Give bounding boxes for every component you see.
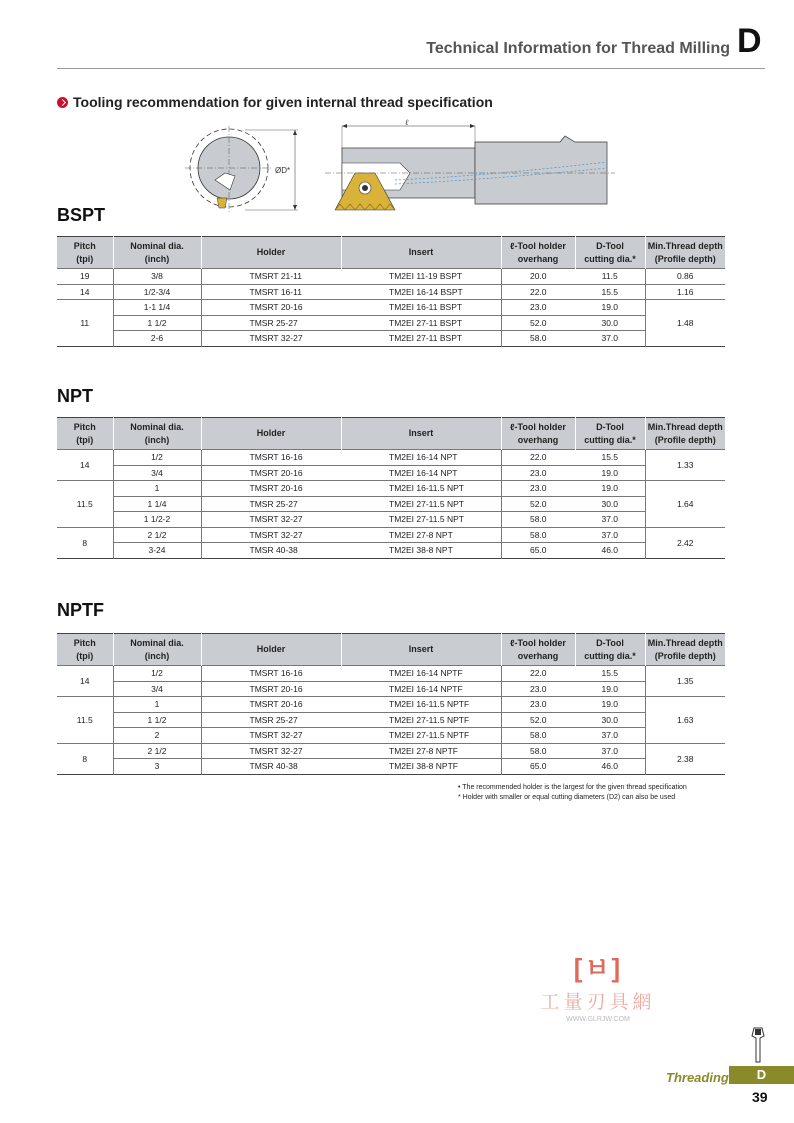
col-insert: Insert bbox=[341, 418, 501, 450]
cell-dtool: 46.0 bbox=[575, 543, 645, 559]
cell-depth: 1.63 bbox=[645, 697, 725, 744]
cell-holder: TMSRT 16-16 bbox=[201, 666, 341, 682]
table-row bbox=[57, 512, 725, 528]
cell-insert: TM2EI 11-19 BSPT bbox=[341, 269, 501, 285]
col-holder: Holder bbox=[201, 418, 341, 450]
cell-nominal: 3/8 bbox=[113, 269, 201, 285]
cell-overhang: 65.0 bbox=[501, 759, 575, 775]
cell-dtool: 30.0 bbox=[575, 315, 645, 331]
cell-nominal: 1 bbox=[113, 697, 201, 713]
cell-dtool: 30.0 bbox=[575, 496, 645, 512]
cell-nominal: 3/4 bbox=[113, 465, 201, 481]
table-row bbox=[57, 743, 725, 759]
cell-holder: TMSR 25-27 bbox=[201, 712, 341, 728]
watermark-url: WWW.GLRJW.COM bbox=[566, 1016, 630, 1023]
cell-overhang: 58.0 bbox=[501, 527, 575, 543]
cell-nominal: 1 1/2-2 bbox=[113, 512, 201, 528]
watermark-text: 工量刃具網 bbox=[540, 992, 656, 1013]
side-view-drawing bbox=[325, 118, 615, 210]
cell-dtool: 19.0 bbox=[575, 697, 645, 713]
cell-pitch: 14 bbox=[57, 666, 113, 697]
col-nominal: Nominal dia. (inch) bbox=[113, 237, 201, 269]
table-title-nptf: NPTF bbox=[57, 600, 104, 620]
col-pitch: Pitch (tpi) bbox=[57, 634, 113, 666]
col-pitch: Pitch (tpi) bbox=[57, 418, 113, 450]
footer-section-badge: D bbox=[729, 1066, 794, 1084]
cell-holder: TMSRT 20-16 bbox=[201, 481, 341, 497]
header-divider bbox=[57, 68, 765, 69]
col-dtool: D-Tool cutting dia.* bbox=[575, 237, 645, 269]
cell-dtool: 37.0 bbox=[575, 512, 645, 528]
cell-depth: 2.42 bbox=[645, 527, 725, 558]
cell-overhang: 52.0 bbox=[501, 712, 575, 728]
cell-overhang: 23.0 bbox=[501, 697, 575, 713]
cell-insert: TM2EI 27-11.5 NPTF bbox=[341, 728, 501, 744]
cell-holder: TMSRT 20-16 bbox=[201, 300, 341, 316]
cell-insert: TM2EI 16-14 BSPT bbox=[341, 284, 501, 300]
cell-overhang: 23.0 bbox=[501, 481, 575, 497]
cell-nominal: 3/4 bbox=[113, 681, 201, 697]
cell-holder: TMSRT 16-16 bbox=[201, 450, 341, 466]
cell-depth: 1.16 bbox=[645, 284, 725, 300]
col-depth: Min.Thread depth (Profile depth) bbox=[645, 634, 725, 666]
table-row bbox=[57, 712, 725, 728]
cell-overhang: 52.0 bbox=[501, 315, 575, 331]
table-row bbox=[57, 543, 725, 559]
cell-holder: TMSR 25-27 bbox=[201, 496, 341, 512]
tool-diagram bbox=[185, 118, 625, 218]
cell-insert: TM2EI 27-8 NPTF bbox=[341, 743, 501, 759]
col-dtool: D-Tool cutting dia.* bbox=[575, 418, 645, 450]
cell-dtool: 30.0 bbox=[575, 712, 645, 728]
cell-holder: TMSR 25-27 bbox=[201, 315, 341, 331]
cell-insert: TM2EI 27-11 BSPT bbox=[341, 315, 501, 331]
footnotes bbox=[458, 783, 687, 803]
section-heading bbox=[57, 94, 493, 110]
cell-nominal: 2 1/2 bbox=[113, 527, 201, 543]
cell-dtool: 19.0 bbox=[575, 681, 645, 697]
col-nominal: Nominal dia. (inch) bbox=[113, 418, 201, 450]
cell-depth: 2.38 bbox=[645, 743, 725, 774]
cell-dtool: 19.0 bbox=[575, 300, 645, 316]
cell-overhang: 58.0 bbox=[501, 728, 575, 744]
header-section-letter: D bbox=[737, 22, 762, 60]
table-row bbox=[57, 300, 725, 316]
end-view-drawing bbox=[185, 126, 298, 213]
cell-holder: TMSRT 32-27 bbox=[201, 512, 341, 528]
cell-nominal: 1/2 bbox=[113, 666, 201, 682]
cell-depth: 1.35 bbox=[645, 666, 725, 697]
cell-dtool: 15.5 bbox=[575, 450, 645, 466]
cell-insert: TM2EI 16-11.5 NPT bbox=[341, 481, 501, 497]
cell-dtool: 46.0 bbox=[575, 759, 645, 775]
cell-holder: TMSRT 16-11 bbox=[201, 284, 341, 300]
header-title: Technical Information for Thread Milling bbox=[426, 40, 730, 57]
cell-depth: 1.33 bbox=[645, 450, 725, 481]
cell-nominal: 2 1/2 bbox=[113, 743, 201, 759]
table-row bbox=[57, 681, 725, 697]
col-depth: Min.Thread depth (Profile depth) bbox=[645, 418, 725, 450]
col-insert: Insert bbox=[341, 634, 501, 666]
col-overhang: ℓ-Tool holder overhang bbox=[501, 237, 575, 269]
watermark-logo-icon: [ㅂ] bbox=[573, 953, 623, 983]
cell-insert: TM2EI 27-11.5 NPT bbox=[341, 512, 501, 528]
table-row bbox=[57, 284, 725, 300]
col-depth: Min.Thread depth (Profile depth) bbox=[645, 237, 725, 269]
cell-pitch: 8 bbox=[57, 743, 113, 774]
spec-table-npt bbox=[57, 417, 725, 559]
cell-holder: TMSRT 32-27 bbox=[201, 527, 341, 543]
cell-insert: TM2EI 16-11 BSPT bbox=[341, 300, 501, 316]
cell-nominal: 1 1/2 bbox=[113, 712, 201, 728]
table-title-npt: NPT bbox=[57, 386, 93, 406]
cell-pitch: 11 bbox=[57, 300, 113, 347]
cell-insert: TM2EI 27-8 NPT bbox=[341, 527, 501, 543]
cell-dtool: 19.0 bbox=[575, 481, 645, 497]
cell-overhang: 58.0 bbox=[501, 743, 575, 759]
cell-holder: TMSRT 32-27 bbox=[201, 331, 341, 347]
cell-overhang: 22.0 bbox=[501, 666, 575, 682]
table-row bbox=[57, 465, 725, 481]
cell-holder: TMSRT 21-11 bbox=[201, 269, 341, 285]
cell-overhang: 20.0 bbox=[501, 269, 575, 285]
cell-nominal: 3-24 bbox=[113, 543, 201, 559]
cell-pitch: 11.5 bbox=[57, 481, 113, 528]
cell-insert: TM2EI 27-11.5 NPTF bbox=[341, 712, 501, 728]
page-number: 39 bbox=[752, 1089, 768, 1105]
footnote-2: * Holder with smaller or equal cutting diameters (D2) can also be used bbox=[458, 794, 676, 801]
cell-pitch: 19 bbox=[57, 269, 113, 285]
cell-nominal: 2 bbox=[113, 728, 201, 744]
table-row bbox=[57, 315, 725, 331]
cell-dtool: 37.0 bbox=[575, 527, 645, 543]
table-row bbox=[57, 481, 725, 497]
cell-insert: TM2EI 16-14 NPTF bbox=[341, 666, 501, 682]
cell-nominal: 1 1/4 bbox=[113, 496, 201, 512]
table-title-bspt: BSPT bbox=[57, 205, 106, 225]
cell-insert: TM2EI 16-14 NPT bbox=[341, 465, 501, 481]
cell-nominal: 1 1/2 bbox=[113, 315, 201, 331]
table-row bbox=[57, 527, 725, 543]
cell-dtool: 37.0 bbox=[575, 728, 645, 744]
col-nominal: Nominal dia. (inch) bbox=[113, 634, 201, 666]
cell-pitch: 8 bbox=[57, 527, 113, 558]
col-holder: Holder bbox=[201, 634, 341, 666]
table-header-row bbox=[57, 634, 725, 666]
cell-nominal: 1-1 1/4 bbox=[113, 300, 201, 316]
spec-table-nptf bbox=[57, 633, 725, 775]
cell-holder: TMSRT 32-27 bbox=[201, 728, 341, 744]
cell-insert: TM2EI 38-8 NPT bbox=[341, 543, 501, 559]
cell-nominal: 1/2 bbox=[113, 450, 201, 466]
cell-holder: TMSRT 20-16 bbox=[201, 465, 341, 481]
cell-dtool: 37.0 bbox=[575, 331, 645, 347]
cell-dtool: 11.5 bbox=[575, 269, 645, 285]
cell-overhang: 58.0 bbox=[501, 512, 575, 528]
length-label: ℓ bbox=[405, 118, 409, 127]
cell-overhang: 58.0 bbox=[501, 331, 575, 347]
footnote-1: • The recommended holder is the largest for the given thread specification bbox=[458, 784, 687, 791]
cell-nominal: 3 bbox=[113, 759, 201, 775]
cell-insert: TM2EI 27-11 BSPT bbox=[341, 331, 501, 347]
cell-overhang: 22.0 bbox=[501, 450, 575, 466]
spec-table-bspt bbox=[57, 236, 725, 347]
cell-depth: 1.48 bbox=[645, 300, 725, 347]
table-row bbox=[57, 697, 725, 713]
cell-insert: TM2EI 16-11.5 NPTF bbox=[341, 697, 501, 713]
cell-overhang: 65.0 bbox=[501, 543, 575, 559]
cell-overhang: 23.0 bbox=[501, 300, 575, 316]
watermark bbox=[528, 948, 668, 1023]
cell-nominal: 1 bbox=[113, 481, 201, 497]
table-row bbox=[57, 331, 725, 347]
table-header-row bbox=[57, 237, 725, 269]
cell-dtool: 15.5 bbox=[575, 284, 645, 300]
cell-depth: 1.64 bbox=[645, 481, 725, 528]
col-overhang: ℓ-Tool holder overhang bbox=[501, 634, 575, 666]
cell-holder: TMSRT 32-27 bbox=[201, 743, 341, 759]
cell-insert: TM2EI 27-11.5 NPT bbox=[341, 496, 501, 512]
cell-pitch: 14 bbox=[57, 450, 113, 481]
footer-category-label: Threading bbox=[666, 1070, 729, 1085]
col-pitch: Pitch (tpi) bbox=[57, 237, 113, 269]
table-row bbox=[57, 450, 725, 466]
cell-overhang: 23.0 bbox=[501, 465, 575, 481]
cell-dtool: 19.0 bbox=[575, 465, 645, 481]
cell-dtool: 15.5 bbox=[575, 666, 645, 682]
threading-tool-icon bbox=[748, 1026, 770, 1066]
table-row bbox=[57, 666, 725, 682]
cell-holder: TMSR 40-38 bbox=[201, 543, 341, 559]
table-row bbox=[57, 269, 725, 285]
table-row bbox=[57, 728, 725, 744]
cell-overhang: 52.0 bbox=[501, 496, 575, 512]
cell-pitch: 11.5 bbox=[57, 697, 113, 744]
cell-nominal: 1/2-3/4 bbox=[113, 284, 201, 300]
cell-nominal: 2-6 bbox=[113, 331, 201, 347]
cell-overhang: 22.0 bbox=[501, 284, 575, 300]
table-row bbox=[57, 496, 725, 512]
cell-insert: TM2EI 38-8 NPTF bbox=[341, 759, 501, 775]
col-holder: Holder bbox=[201, 237, 341, 269]
cell-holder: TMSRT 20-16 bbox=[201, 681, 341, 697]
cell-holder: TMSRT 20-16 bbox=[201, 697, 341, 713]
diameter-label: ØD* bbox=[275, 166, 291, 175]
arrow-bullet-icon bbox=[57, 97, 68, 108]
col-dtool: D-Tool cutting dia.* bbox=[575, 634, 645, 666]
table-row bbox=[57, 759, 725, 775]
cell-depth: 0.86 bbox=[645, 269, 725, 285]
section-title: Tooling recommendation for given internal thread specification bbox=[73, 94, 493, 110]
col-insert: Insert bbox=[341, 237, 501, 269]
cell-insert: TM2EI 16-14 NPTF bbox=[341, 681, 501, 697]
cell-pitch: 14 bbox=[57, 284, 113, 300]
table-header-row bbox=[57, 418, 725, 450]
cell-overhang: 23.0 bbox=[501, 681, 575, 697]
cell-dtool: 37.0 bbox=[575, 743, 645, 759]
cell-holder: TMSR 40-38 bbox=[201, 759, 341, 775]
col-overhang: ℓ-Tool holder overhang bbox=[501, 418, 575, 450]
cell-insert: TM2EI 16-14 NPT bbox=[341, 450, 501, 466]
